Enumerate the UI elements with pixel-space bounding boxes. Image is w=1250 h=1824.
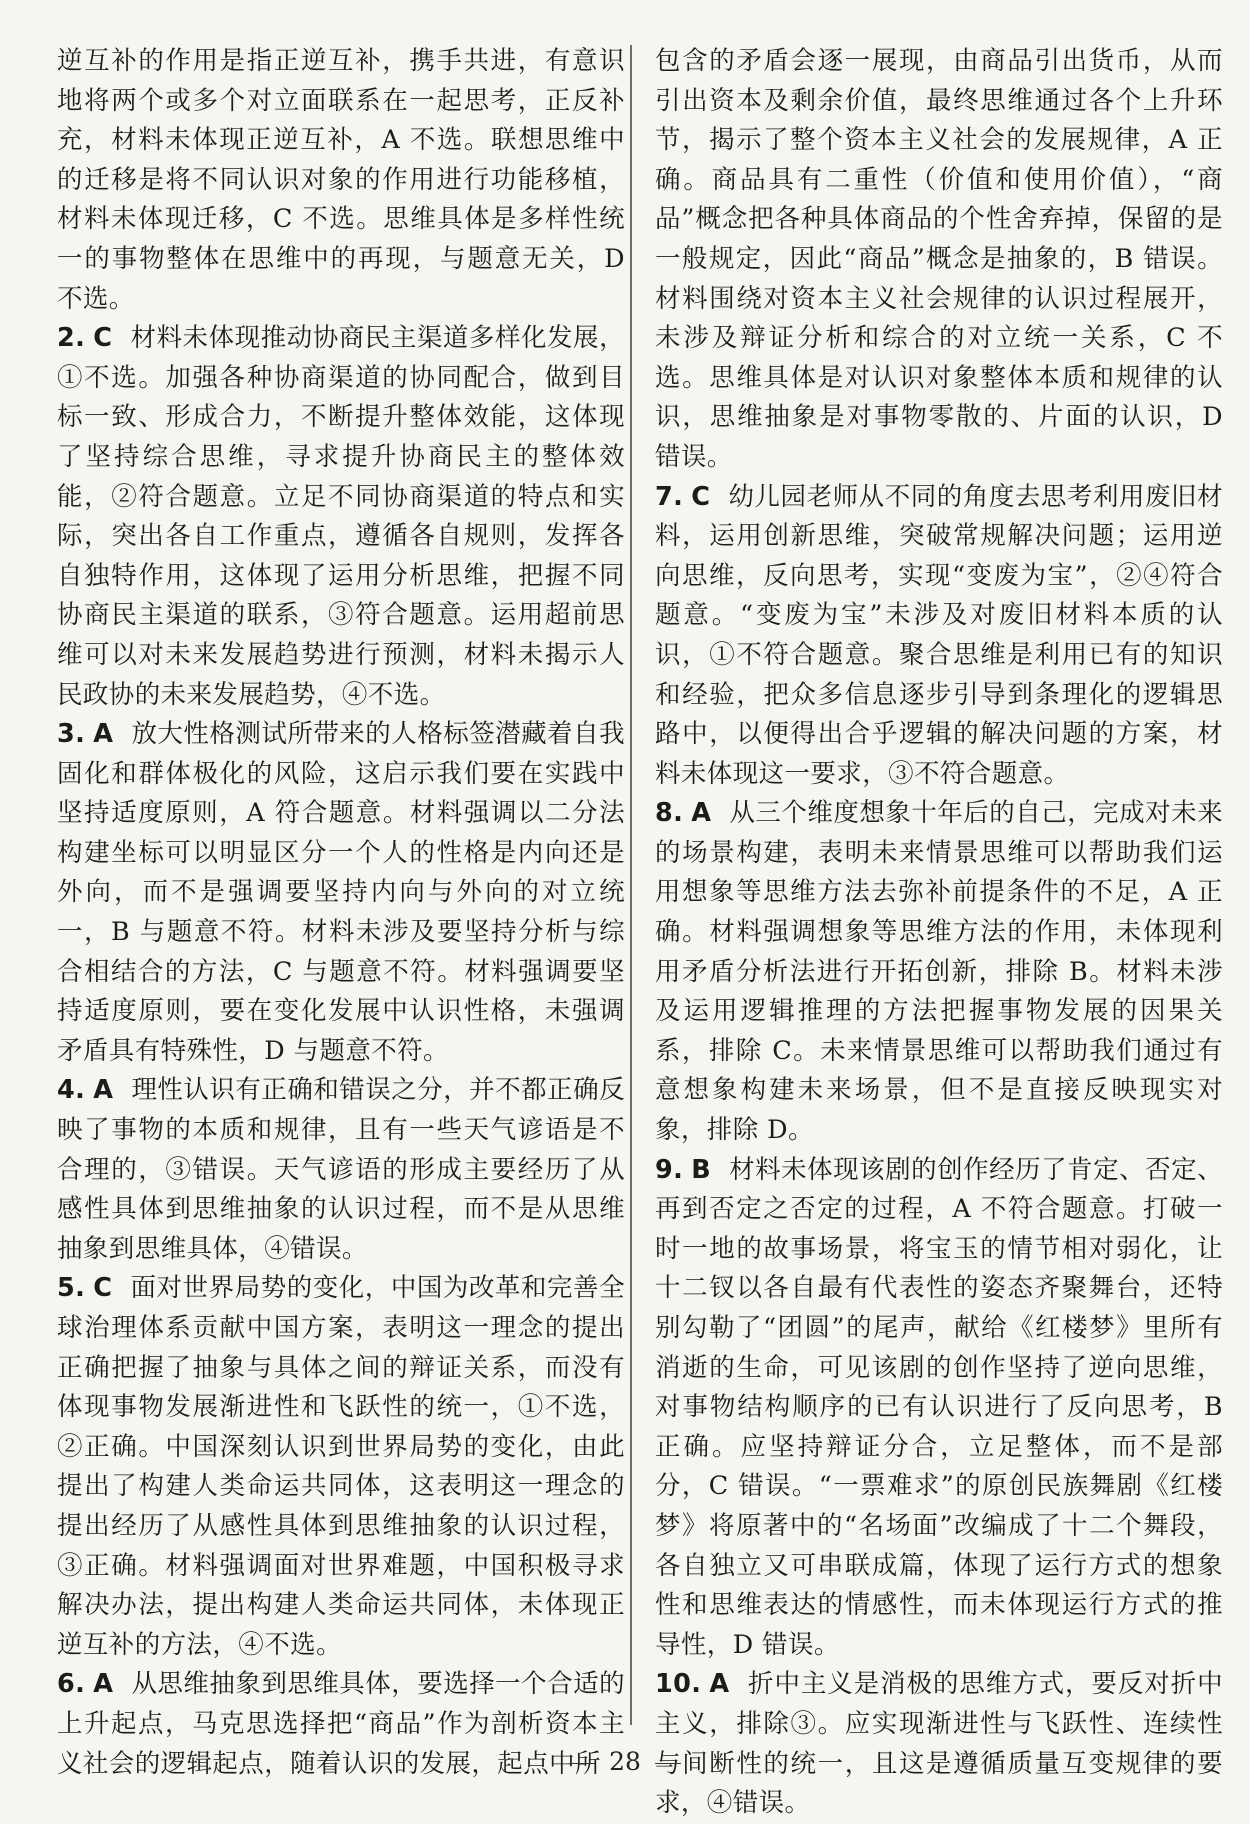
question-number: 6. <box>57 1669 86 1700</box>
question-number: 7. <box>655 481 684 512</box>
answer-letter: A <box>709 1669 730 1700</box>
answer-item-9 <box>655 1151 1223 1666</box>
footer-dash-left <box>569 1763 595 1764</box>
answer-item-3 <box>57 715 625 1071</box>
answer-continuation: 包含的矛盾会逐一展现，由商品引出货币，从而引出资本及剩余价值，最终思维通过各个上升环节，揭示了整个资本主义社会的发展规律，A 正确。商品具有二重性（价值和使用价值），“商品”概念把各种具体商品的个性舍弃掉，保留的是一般规定，因此“商品”概念是抽象的，B 错误。材料围绕对资本主义社会规律的认识过程展开，未涉及辩证分析和综合的对立统一关系，C 不选。思维具体是对认识对象整体本质和规律的认识，思维抽象是对事物零散的、片面的认识，D 错误。 <box>655 46 1223 472</box>
right-column <box>655 42 1223 1824</box>
answer-letter: C <box>93 323 113 354</box>
question-number: 10. <box>655 1669 702 1700</box>
answer-item-2 <box>57 319 625 715</box>
answer-letter: A <box>93 1669 114 1700</box>
left-column <box>57 42 625 1784</box>
answer-explanation: 幼儿园老师从不同的角度去思考利用废旧材料，运用创新思维，突破常规解决问题；运用逆向思维，反向思考，实现“变废为宝”，②④符合题意。“变废为宝”未涉及对废旧材料本质的认识，①不符合题意。聚合思维是利用已有的知识和经验，把众多信息逐步引导到条理化的逻辑思路中，以便得出合乎逻辑的解决问题的方案，材料未体现这一要求，③不符合题意。 <box>655 481 1223 789</box>
answer-letter: A <box>93 1075 114 1106</box>
answer-letter: A <box>691 798 712 829</box>
answer-item-5 <box>57 1269 625 1665</box>
answer-item-7 <box>655 478 1223 795</box>
page-footer <box>0 1747 1250 1776</box>
page-number: 28 <box>609 1747 641 1776</box>
answer-letter: C <box>93 1273 113 1304</box>
question-number: 9. <box>655 1154 684 1185</box>
answer-explanation: 从三个维度想象十年后的自己，完成对未来的场景构建，表明未来情景思维可以帮助我们运用想象等思维方法去弥补前提条件的不足，A 正确。材料强调想象等思维方法的作用，未体现利用矛盾分析法进行开拓创新，排除 B。材料未涉及运用逻辑推理的方法把握事物发展的因果关系，排除 C。未来情景思维可以帮助我们通过有意想象构建未来场景，但不是直接反映现实对象，排除 D。 <box>655 798 1223 1146</box>
question-number: 3. <box>57 719 86 750</box>
answer-continuation: 逆互补的作用是指正逆互补，携手共进，有意识地将两个或多个对立面联系在一起思考，正反补充，材料未体现正逆互补，A 不选。联想思维中的迁移是将不同认识对象的作用进行功能移植，材料未体现迁移，C 不选。思维具体是多样性统一的事物整体在思维中的再现，与题意无关，D 不选。 <box>57 46 625 314</box>
answer-item-4 <box>57 1071 625 1269</box>
answer-explanation: 理性认识有正确和错误之分，并不都正确反映了事物的本质和规律，且有一些天气谚语是不合理的，③错误。天气谚语的形成主要经历了从感性具体到思维抽象的认识过程，而不是从思维抽象到思维具体，④错误。 <box>57 1075 625 1264</box>
answer-explanation: 材料未体现该剧的创作经历了肯定、否定、再到否定之否定的过程，A 不符合题意。打破一时一地的故事场景，将宝玉的情节相对弱化，让十二钗以各自最有代表性的姿态齐聚舞台，还特别勾勒了“团圆”的尾声，献给《红楼梦》里所有消逝的生命，可见该剧的创作坚持了逆向思维，对事物结构顺序的已有认识进行了反向思考，B 正确。应坚持辩证分合，立足整体，而不是部分，C 错误。“一票难求”的原创民族舞剧《红楼梦》将原著中的“名场面”改编成了十二个舞段，各自独立又可串联成篇，体现了运行方式的想象性和思维表达的情感性，而未体现运行方式的推导性，D 错误。 <box>655 1154 1223 1660</box>
question-number: 2. <box>57 323 86 354</box>
answer-explanation: 从思维抽象到思维具体，要选择一个合适的上升起点，马克思选择把“商品”作为剖析资本主义社会的逻辑起点，随着认识的发展，起点中所 <box>57 1669 625 1779</box>
answer-explanation: 材料未体现推动协商民主渠道多样化发展，①不选。加强各种协商渠道的协同配合，做到目标一致、形成合力，不断提升整体效能，这体现了坚持综合思维，寻求提升协商民主的整体效能，②符合题意。立足不同协商渠道的特点和实际，突出各自工作重点，遵循各自规则，发挥各自独特作用，这体现了运用分析思维，把握不同协商民主渠道的联系，③符合题意。运用超前思维可以对未来发展趋势进行预测，材料未揭示人民政协的未来发展趋势，④不选。 <box>57 323 625 710</box>
answer-item-10 <box>655 1665 1223 1823</box>
column-divider <box>630 45 632 1725</box>
answer-item-8 <box>655 794 1223 1150</box>
answer-explanation: 放大性格测试所带来的人格标签潜藏着自我固化和群体极化的风险，这启示我们要在实践中坚持适度原则，A 符合题意。材料强调以二分法构建坐标可以明显区分一个人的性格是内向还是外向，而不是强调要坚持内向与外向的对立统一，B 与题意不符。材料未涉及要坚持分析与综合相结合的方法，C 与题意不符。材料强调要坚持适度原则，要在变化发展中认识性格，未强调矛盾具有特殊性，D 与题意不符。 <box>57 719 625 1066</box>
question-number: 8. <box>655 798 684 829</box>
answer-letter: C <box>691 481 711 512</box>
answer-explanation: 面对世界局势的变化，中国为改革和完善全球治理体系贡献中国方案，表明这一理念的提出正确把握了抽象与具体之间的辩证关系，而没有体现事物发展渐进性和飞跃性的统一，①不选，②正确。中国深刻认识到世界局势的变化，由此提出了构建人类命运共同体，这表明这一理念的提出经历了从感性具体到思维抽象的认识过程，③正确。材料强调面对世界难题，中国积极寻求解决办法，提出构建人类命运共同体，未体现正逆互补的方法，④不选。 <box>57 1273 625 1660</box>
question-number: 5. <box>57 1273 86 1304</box>
answer-explanation: 折中主义是消极的思维方式，要反对折中主义，排除③。应实现渐进性与飞跃性、连续性与间断性的统一，且这是遵循质量互变规律的要求，④错误。 <box>655 1669 1223 1819</box>
answer-letter: B <box>691 1154 712 1185</box>
question-number: 4. <box>57 1075 86 1106</box>
footer-dash-right <box>655 1763 681 1764</box>
answer-letter: A <box>93 719 114 750</box>
